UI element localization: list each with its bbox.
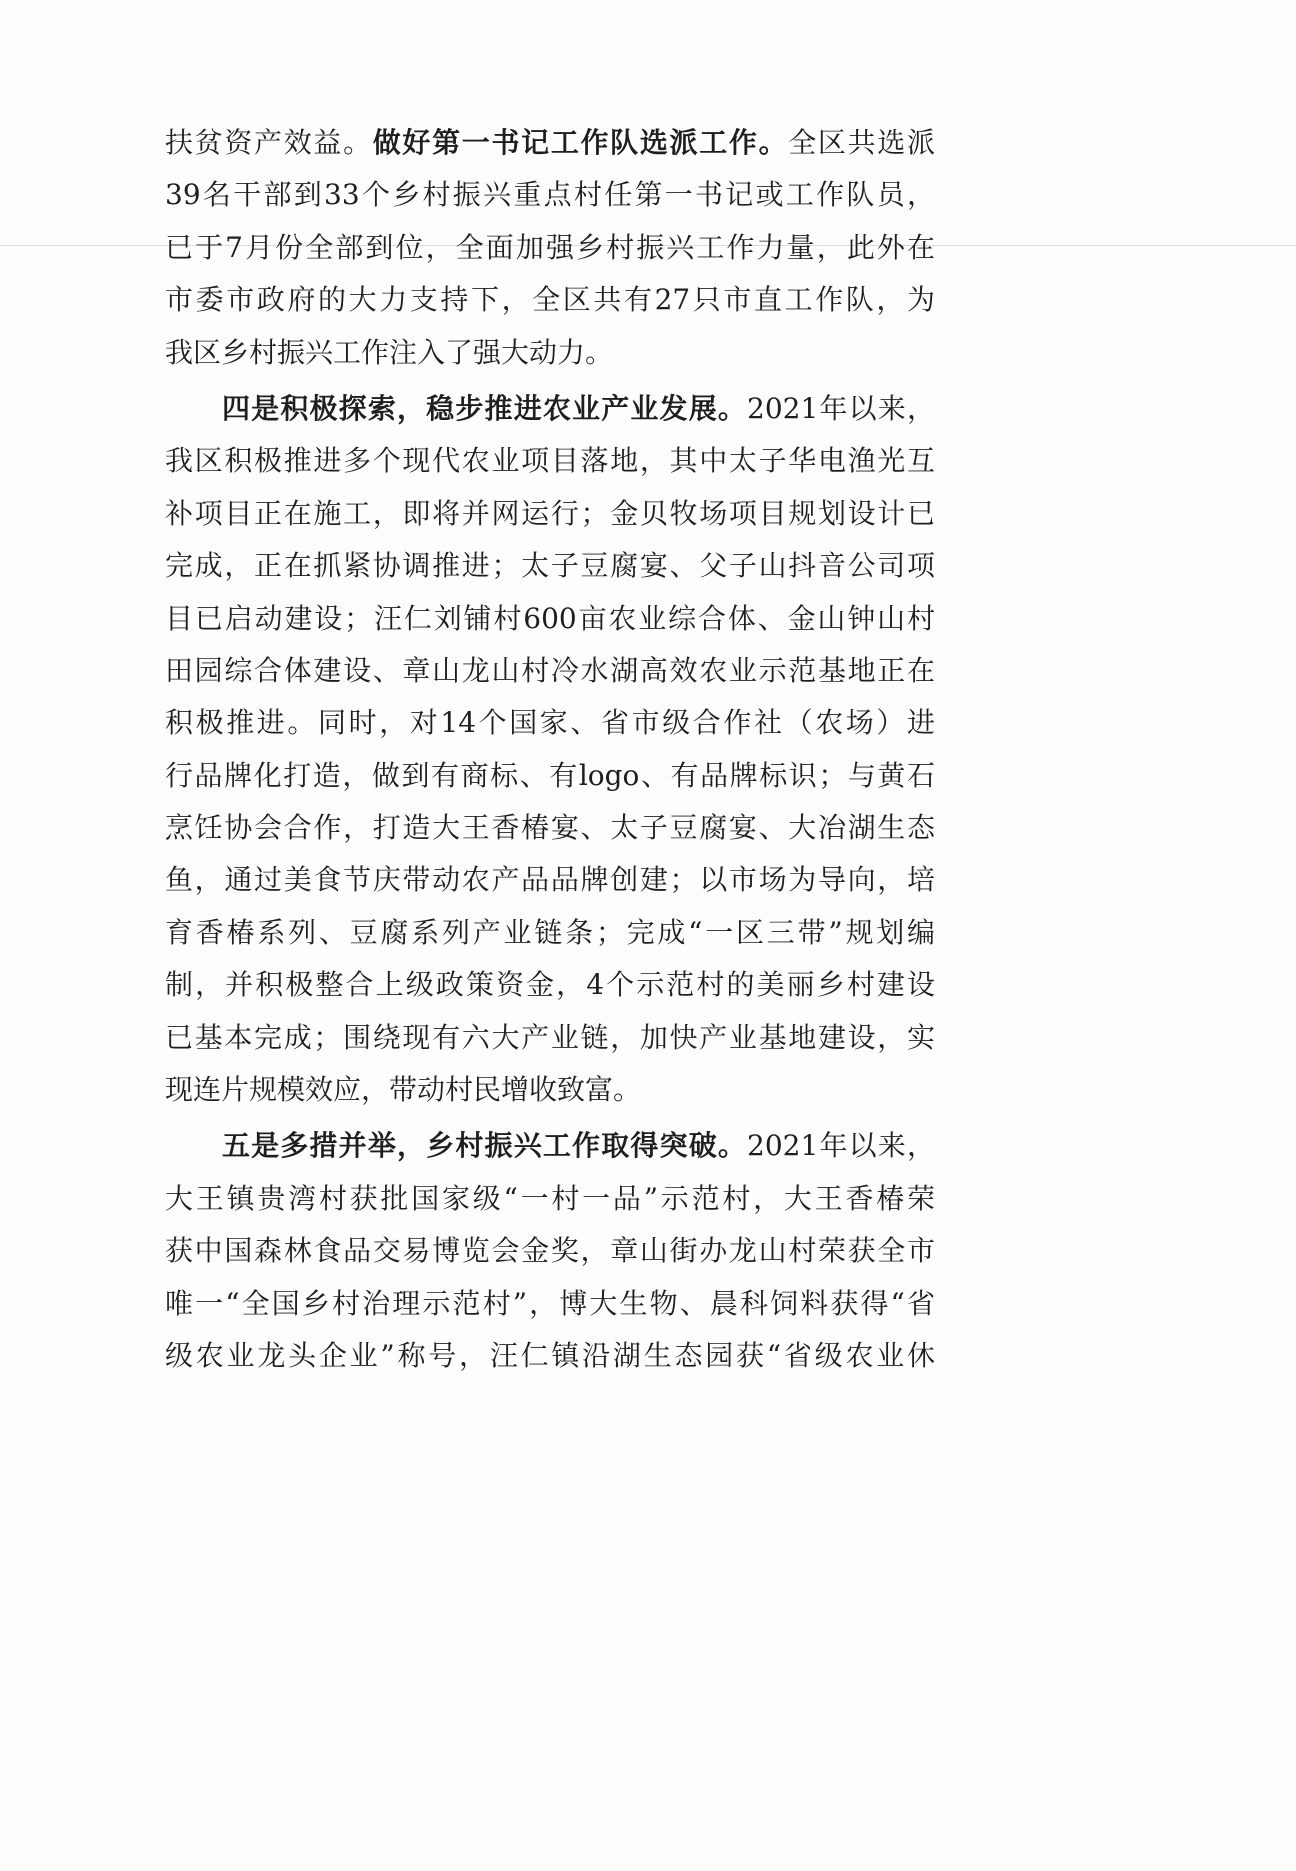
text-line (165, 750, 935, 802)
body-text: 已基本完成；围绕现有六大产业链，加快产业基地建设，实 (165, 1020, 935, 1054)
text-line (165, 1120, 935, 1172)
text-line (165, 488, 935, 540)
body-text: 鱼，通过美食节庆带动农产品品牌创建；以市场为导向，培 (165, 863, 935, 897)
body-text: 我区乡村振兴工作注入了强大动力。 (165, 335, 614, 369)
text-line (165, 593, 935, 645)
body-text: 大王镇贵湾村获批国家级“一村一品”示范村，大王香椿荣 (165, 1181, 935, 1215)
text-line (165, 222, 935, 274)
body-text: 唯一“全国乡村治理示范村”，博大生物、晨科饲料获得“省 (165, 1286, 935, 1320)
document-body (165, 117, 935, 1382)
body-text: 我区积极推进多个现代农业项目落地，其中太子华电渔光互 (165, 444, 935, 478)
text-line (165, 645, 935, 697)
text-line (165, 697, 935, 749)
body-text: 田园综合体建设、章山龙山村冷水湖高效农业示范基地正在 (165, 653, 935, 687)
text-line (165, 540, 935, 592)
text-line (165, 854, 935, 906)
body-text: 补项目正在施工，即将并网运行；金贝牧场项目规划设计已 (165, 496, 935, 530)
text-line (165, 1173, 935, 1225)
body-text: 市委市政府的大力支持下，全区共有27只市直工作队，为 (165, 283, 935, 317)
text-line (165, 169, 935, 221)
body-text: 全区共选派 (788, 126, 935, 159)
body-text: 制，并积极整合上级政策资金，4个示范村的美丽乡村建设 (165, 968, 935, 1002)
body-text: 级农业龙头企业”称号，汪仁镇沿湖生态园获“省级农业休 (165, 1338, 935, 1372)
bold-lead-text: 五是多措并举，乡村振兴工作取得突破。 (222, 1129, 748, 1163)
body-text: 烹饪协会合作，打造大王香椿宴、太子豆腐宴、大冶湖生态 (165, 811, 935, 845)
bold-lead-text: 做好第一书记工作队选派工作。 (372, 126, 789, 159)
text-line (165, 802, 935, 854)
body-text: 扶贫资产效益。 (165, 126, 373, 159)
paragraph (165, 1120, 935, 1382)
body-text: 目已启动建设；汪仁刘铺村600亩农业综合体、金山钟山村 (165, 601, 935, 635)
text-line (165, 1012, 935, 1064)
text-line (165, 1225, 935, 1277)
text-line (165, 907, 935, 959)
text-line (165, 327, 935, 379)
text-line (165, 959, 935, 1011)
body-text: 获中国森林食品交易博览会金奖，章山街办龙山村荣获全市 (165, 1234, 935, 1268)
body-text: 育香椿系列、豆腐系列产业链条；完成“一区三带”规划编 (165, 915, 935, 949)
paragraph (165, 383, 935, 1116)
text-line (165, 1064, 935, 1116)
body-text: 2021年以来， (747, 391, 935, 425)
body-text: 已于7月份全部到位，全面加强乡村振兴工作力量，此外在 (165, 230, 935, 264)
body-text: 现连片规模效应，带动村民增收致富。 (165, 1073, 642, 1107)
text-line (165, 383, 935, 435)
body-text: 行品牌化打造，做到有商标、有logo、有品牌标识；与黄石 (165, 758, 935, 792)
body-text: 积极推进。同时，对14个国家、省市级合作社（农场）进 (165, 706, 935, 740)
text-line (165, 1278, 935, 1330)
body-text: 39名干部到33个乡村振兴重点村任第一书记或工作队员， (165, 178, 935, 212)
paragraph (165, 117, 935, 379)
text-line (165, 435, 935, 487)
text-line (165, 274, 935, 326)
bold-lead-text: 四是积极探索，稳步推进农业产业发展。 (222, 391, 748, 425)
body-text: 完成，正在抓紧协调推进；太子豆腐宴、父子山抖音公司项 (165, 549, 935, 583)
text-line (165, 1330, 935, 1382)
body-text: 2021年以来， (747, 1129, 935, 1163)
text-line (165, 117, 935, 169)
